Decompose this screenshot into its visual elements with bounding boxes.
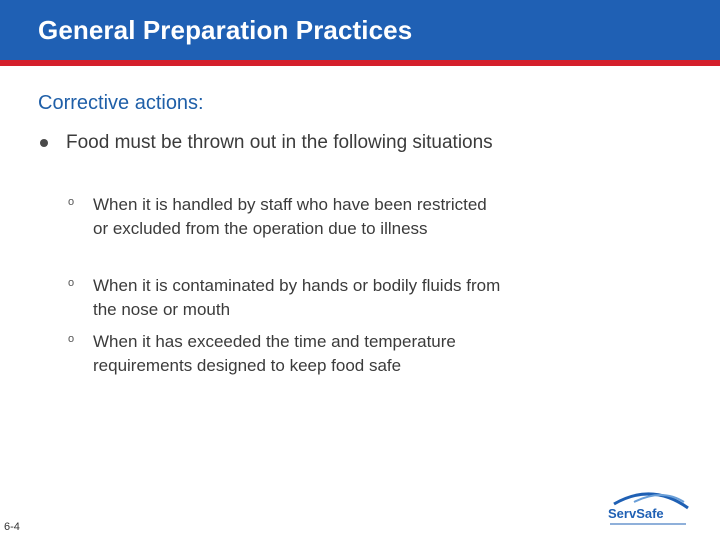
bullet-dot-icon <box>40 139 48 147</box>
title-bar <box>0 0 720 66</box>
sub-bullet-text: When it is handled by staff who have been restricted or excluded from the operation due to illness <box>93 195 487 238</box>
page-number: 6-4 <box>4 521 20 533</box>
servsafe-logo <box>604 488 696 528</box>
logo-text: ServSafe <box>608 506 664 521</box>
bullet-text: Food must be thrown out in the following situations <box>66 132 493 153</box>
sub-bullet-text: When it is contaminated by hands or bodily fluids from the nose or mouth <box>93 276 501 319</box>
section-heading: Corrective actions: <box>38 92 204 114</box>
sub-bullet-marker-icon: o <box>68 277 75 289</box>
slide-title: General Preparation Practices <box>38 15 413 45</box>
sub-bullet-marker-icon: o <box>68 333 75 345</box>
sub-bullet-marker-icon: o <box>68 196 75 208</box>
sub-bullet-text: When it has exceeded the time and temperature requirements designed to keep food safe <box>93 332 456 375</box>
